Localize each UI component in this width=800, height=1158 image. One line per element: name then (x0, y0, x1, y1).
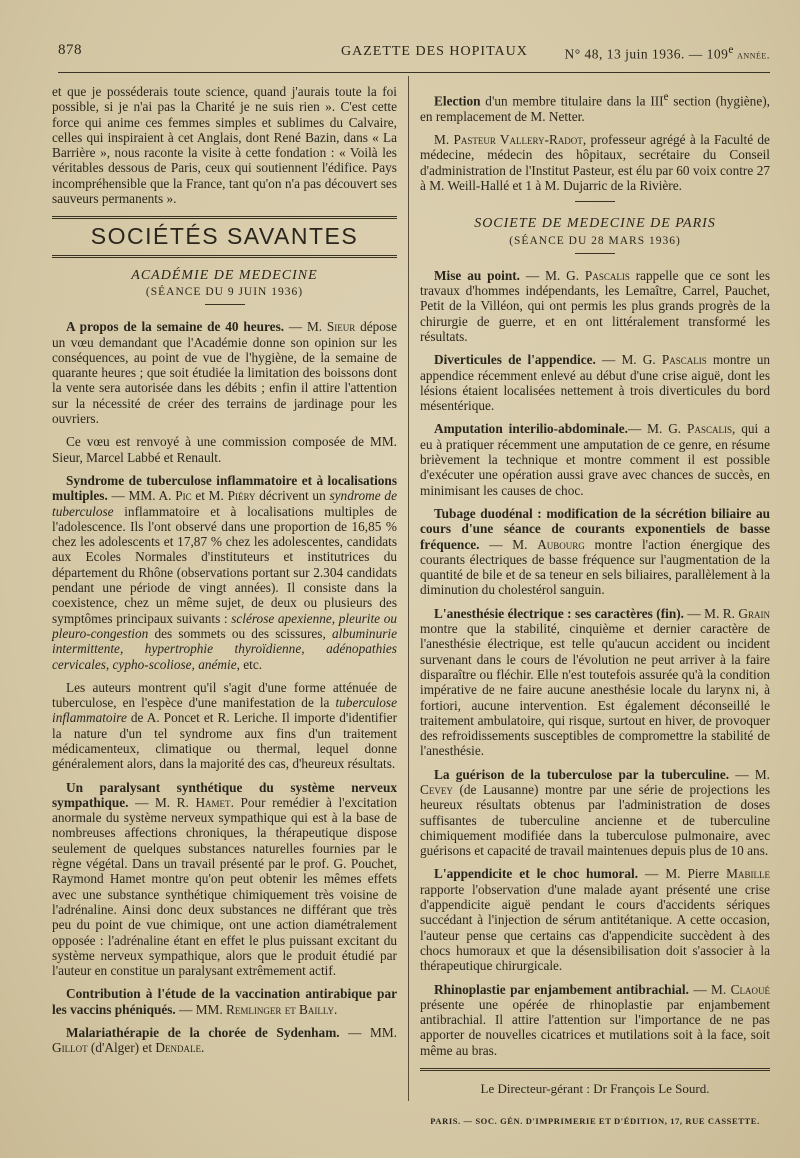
article-malariatherapie: Malariathérapie de la chorée de Sydenham. — MM. Gillot (d'Alger) et Dendale. (52, 1025, 397, 1056)
page-number: 878 (58, 42, 82, 58)
article-diverticules: Diverticules de l'appendice. — M. G. Pascalis montre un appendice récemment enlevé au début d'une crise aiguë, dont les lésions étaient localisées nettement à trois diverticules du bord mésentérique. (420, 352, 771, 414)
article-tuberculose-suite: Les auteurs montrent qu'il s'agit d'une forme atténuée de tuberculose, en l'espèce d'une manifestation de la tuberculose inflammatoire de A. Poncet et R. Leriche. Il importe d'identifier la nature d'un tel syndrome aux fins d'un traitement médicamenteux, climatique ou thermal, lequel donne généralement alors, dans la majorité des cas, d'heureux résultats. (52, 679, 397, 772)
article-tubage-duodenal: Tubage duodénal : modification de la sécrétion biliaire au cours d'une séance de courants exponentiels de basse fréquence. — M. Aubourg montre l'action énergique des courants électriques de basse fréquence sur l'augmentation de la quantité de bile et de sa teneur en sels biliaires, parallèlement à la diminution du cholestérol sanguin. (420, 505, 770, 598)
double-rule (52, 255, 397, 258)
printer-line: PARIS. — SOC. GÉN. D'IMPRIMERIE ET D'ÉDITION, 17, RUE CASSETTE. (430, 1116, 760, 1127)
article-paralysant-synthetique: Un paralysant synthétique du système nerveux sympathique. — M. R. Hamet. Pour remédier à l'excitation anormale du système nerveux sympathique qui est à la base de nombreuses affections chroniques, la thérapeutique dispose seulement de quelques substances naturelles fournies par le règne végétal. Dans un travail présenté par le prof. G. Pouchet, Raymond Hamet montre qu'on peut obtenir les mêmes effets avec une substance synthétique chimiquement très voisine de l'adrénaline. Ainsi donc deux substances ne différant que très peu du point de vue chimique, ont une action diamétralement opposée : l'adrénaline étant en effet le plus puissant excitant du système nerveux sympathique, alors que le produit étudié par l'auteur en constitue un paralysant extrêmement actif. (52, 779, 397, 979)
page-header (58, 42, 770, 64)
article-amputation: Amputation interilio-abdominale.— M. G. Pascalis, qui a eu à pratiquer récemment une amputation de ce genre, en résume brièvement la technique et montre comment il est possible d'exécuter une opération aussi grave avec chances de succès, en minimisant les causes de choc. (420, 421, 770, 498)
right-column (420, 90, 770, 1130)
short-rule (575, 201, 615, 202)
short-rule (575, 253, 615, 254)
academy-session: (SÉANCE DU 9 JUIN 1936) (145, 285, 304, 298)
academy-title: ACADÉMIE DE MEDECINE (131, 267, 318, 283)
header-rule (58, 72, 770, 73)
article-tuberculine: La guérison de la tuberculose par la tuberculine. — M. Cevey (de Lausanne) montre par une série de projections les heureux résultats obtenus par l'administration de doses suffisantes de tuberculine ancienne et de tuberculine chimiquement modifiée dans la tuberculose pulmonaire, avec guérisons et capacité de travail maintenues depuis plus de 10 ans. (420, 766, 770, 859)
article-tuberculose-inflammatoire: Syndrome de tuberculose inflammatoire et à localisations multiples. — MM. A. Pic et M. Piéry décrivent un syndrome de tuberculose inflammatoire et à localisations multiples de l'adolescence. Ils l'ont observé dans une proportion de 16,85 % chez les adolescents et 17,87 % chez les adolescentes, candidats aux Ecoles Normales d'instituteurs et institutrices du département du Rhône (observations portant sur 2.304 candidats pendant une période de vingt années). Il consiste dans la coexistence, chez un même sujet, de deux ou plusieurs des symptômes principaux suivants : sclérose apexienne, pleurite ou pleuro-congestion des sommets ou des scissures, albuminurie intermittente, hypertrophie thyroïdienne, adénopathies cervicales, cypho-scoliose, anémie, etc. (52, 472, 397, 672)
article-election-result: M. Pasteur Vallery-Radot, professeur agrégé à la Faculté de médecine, médecin des hôpitaux, secrétaire du Conseil d'administration de l'Institut Pasteur, est élu par 60 voix contre 27 à M. Weill-Hallé et 1 à M. Dujarric de la Rivière. (420, 132, 770, 193)
article-40-heures-commission: Ce vœu est renvoyé à une commission composée de MM. Sieur, Marcel Labbé et Renault. (52, 434, 397, 465)
journal-title: GAZETTE DES HOPITAUX (341, 44, 528, 59)
director-line: Le Directeur-gérant : Dr François Le Sourd. (480, 1081, 710, 1097)
article-appendicite-choc: L'appendicite et le choc humoral. — M. Pierre Mabille rapporte l'observation d'une malade ayant présenté une crise d'appendicite aiguë pendant le cours d'accidents sériques succédant à l'injection de sérum antitétanique. A cette occasion, l'auteur pense que certains cas d'appendicite succèdent à des chocs humoraux et que la désensibilisation doit s'associer à la thérapeutique chirurgicale. (420, 866, 770, 974)
article-vaccination-antirabique: Contribution à l'étude de la vaccination antirabique par les vaccins phéniqués. — MM. Remlinger et Bailly. (52, 986, 397, 1017)
society-title: SOCIETE DE MEDECINE DE PARIS (474, 216, 716, 232)
left-column (52, 84, 397, 1064)
article-mise-au-point: Mise au point. — M. G. Pascalis rappelle que ce sont les travaux d'hommes indépendants, les Lemaître, Carrel, Pauchet, Petit de la Villéon, qui ont permis les plus grands progrès de la chirurgie de guerre, et en ont littéralement transformé les résultats. (420, 267, 770, 344)
article-anesthesie-electrique: L'anesthésie électrique : ses caractères (fin). — M. R. Grain montre que la stabilité, cinquième et dernier caractère de l'anesthésie électrique, est telle qu'aucun accident ou incident survenant dans le cours de l'évolution ne peut arriver à la faire disparaître ou fléchir. Elle n'est toutefois assurée qu'à la condition impérative de ne faire aucune anesthésie locale du larynx ni, à fortiori, aucune intervention. Est également déconseillé le traitement ambulatoire, qui risque, surtout en hiver, de provoquer des refroidissements susceptibles de compromettre la stabilité de l'anesthésie. (420, 605, 770, 759)
issue-info: N° 48, 13 juin 1936. — 109e année. (564, 44, 770, 62)
intro-paragraph: et que je posséderais toute science, quand j'aurais toute la foi possible, si je n'ai pas la Charité je ne suis rien ». C'est cette force qui anime ces femmes simples et sublimes du Calvaire, celles qui inspiraient à cet Anglais, dont René Bazin, dans « La Barrière », nous raconte la visite à cette fondation : « Voilà les véritables dessous de Paris, ceux qui soutiennent l'édifice. Pays incompréhensible que la France, tant qu'on n'a pas découvert ses sauveurs permanents ». (52, 84, 397, 207)
article-election: Election d'un membre titulaire dans la IIIe section (hygiène), en remplacement de M. Netter. (420, 91, 770, 124)
section-title: SOCIÉTÉS SAVANTES (90, 223, 359, 250)
article-rhinoplastie: Rhinoplastie par enjambement antibrachial. — M. Claoué présente une opérée de rhinoplastie par enjambement antibrachial. Il attire l'attention sur l'importance de ne pas apporter de nouvelles cicatrices et mutilations soit à la face, soit même au bras. (420, 981, 770, 1058)
column-divider (408, 76, 409, 1101)
double-rule (420, 1068, 770, 1071)
article-40-heures: A propos de la semaine de 40 heures. — M. Sieur dépose un vœu demandant que l'Académie donne son opinion sur les conséquences, au point de vue de l'hygiène, de la semaine de quarante heures ; que soit étudiée la limitation des boissons dont la vente sera autorisée dans les débits ; enfin il attire l'attention sur la nécessité de créer des terrains de jardinage pour les ouvriers. (52, 319, 398, 427)
society-session: (SÉANCE DU 28 MARS 1936) (509, 234, 681, 247)
double-rule (52, 216, 397, 219)
short-rule (205, 304, 245, 305)
